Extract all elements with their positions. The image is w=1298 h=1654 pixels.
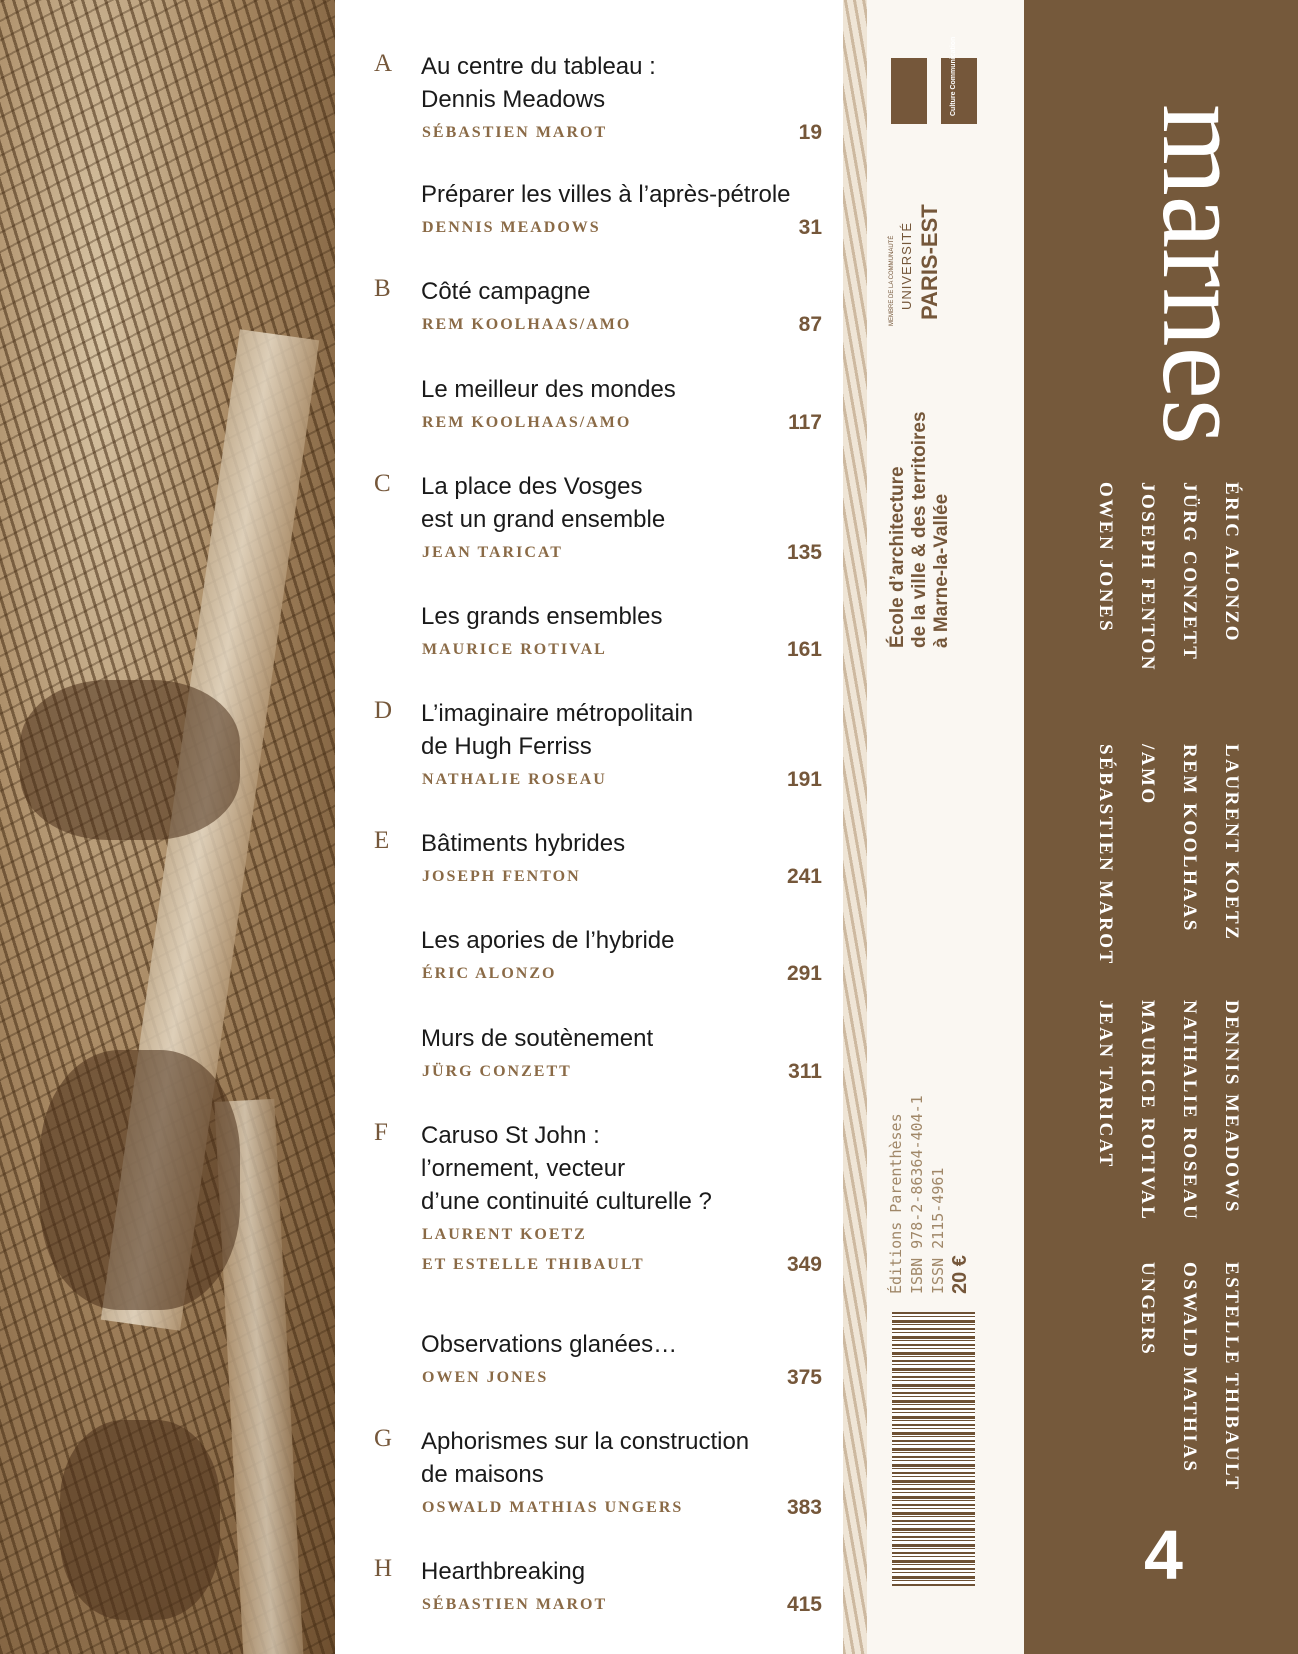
- entry-title: Préparer les villes à l’après-pétrole: [421, 181, 791, 208]
- photo-shadow: [40, 1050, 240, 1310]
- section-letter: C: [374, 470, 391, 497]
- names-group-4: [1126, 1262, 1252, 1492]
- publisher: Éditions Parenthèses: [887, 1113, 905, 1294]
- page-number: 135: [786, 541, 822, 564]
- entry-author: MAURICE ROTIVAL: [422, 641, 607, 658]
- contributor-name: OSWALD MATHIAS: [1179, 1262, 1200, 1474]
- isbn: ISBN 978-2-86364-404-1: [908, 1095, 926, 1294]
- entry-title: Hearthbreaking: [421, 1558, 586, 1585]
- entry-title: Caruso St John : l’ornement, vecteur d’une continuité culturelle ?: [421, 1122, 712, 1215]
- page-number: 375: [786, 1366, 822, 1389]
- page-number: 415: [786, 1593, 822, 1616]
- page-number: 383: [786, 1496, 822, 1519]
- entry-author: NATHALIE ROSEAU: [422, 771, 607, 788]
- entry-author: OWEN JONES: [422, 1369, 549, 1386]
- contributor-name: ÉRIC ALONZO: [1221, 482, 1242, 644]
- contributor-name: UNGERS: [1137, 1262, 1158, 1357]
- barcode: [892, 1312, 975, 1586]
- entry-author: JÜRG CONZETT: [422, 1063, 572, 1080]
- page-number: 291: [786, 962, 822, 985]
- magazine-title: marnes: [1138, 104, 1269, 445]
- contributor-name: DENNIS MEADOWS: [1221, 1000, 1242, 1214]
- entry-author: ÉRIC ALONZO: [422, 965, 557, 982]
- entry-author: REM KOOLHAAS/AMO: [422, 414, 632, 431]
- entry-author: REM KOOLHAAS/AMO: [422, 316, 632, 333]
- university-membership: MEMBRE DE LA COMMUNAUTÉ: [889, 235, 895, 326]
- contributor-name: JEAN TARICAT: [1095, 1000, 1116, 1169]
- entry-title: L’imaginaire métropolitain de Hugh Ferriss: [421, 700, 694, 760]
- names-group-1: [1084, 482, 1252, 672]
- photo-shadow: [20, 680, 240, 840]
- entry-author: SÉBASTIEN MAROT: [422, 1596, 608, 1613]
- section-letter: D: [374, 697, 393, 724]
- entry-title: Murs de soutènement: [421, 1025, 654, 1052]
- school-line-3: à Marne-la-Vallée: [931, 493, 952, 648]
- cover-panel: [1024, 0, 1298, 1654]
- contributor-name: REM KOOLHAAS: [1179, 744, 1200, 933]
- entry-title: Au centre du tableau : Dennis Meadows: [421, 53, 656, 113]
- entry-title: Le meilleur des mondes: [421, 376, 676, 403]
- photo-shadow: [60, 1420, 220, 1620]
- contributor-name: /AMO: [1137, 744, 1158, 806]
- table-of-contents: [335, 0, 843, 1654]
- contributor-name: JOSEPH FENTON: [1137, 482, 1158, 672]
- entry-title: Les apories de l’hybride: [421, 927, 675, 954]
- entry-title: Observations glanées…: [421, 1331, 678, 1358]
- spine-edge: [843, 0, 867, 1654]
- page-number: 311: [788, 1060, 822, 1083]
- cover-photo: [0, 0, 335, 1654]
- republique-logo: [891, 58, 927, 124]
- page-number: 19: [798, 121, 822, 144]
- section-letter: B: [374, 275, 391, 302]
- culture-logo-text: Culture Communication: [950, 36, 957, 116]
- entry-author: SÉBASTIEN MAROT: [422, 124, 608, 141]
- issn: ISSN 2115-4961: [929, 1167, 947, 1294]
- section-letter: F: [374, 1119, 388, 1146]
- contributor-name: NATHALIE ROSEAU: [1179, 1000, 1200, 1222]
- page-number: 117: [788, 411, 822, 434]
- entry-title: Côté campagne: [421, 278, 591, 305]
- university-name: PARIS-EST: [917, 204, 942, 320]
- contributor-name: MAURICE ROTIVAL: [1137, 1000, 1158, 1222]
- price: 20 €: [949, 1255, 971, 1294]
- section-letter: A: [374, 50, 393, 77]
- section-letter: H: [374, 1555, 393, 1582]
- names-group-2: [1084, 744, 1252, 966]
- page-number: 191: [786, 768, 822, 791]
- university-label: UNIVERSITÉ: [899, 221, 914, 310]
- page-number: 161: [786, 638, 822, 661]
- entry-author: LAURENT KOETZ ET ESTELLE THIBAULT: [422, 1226, 645, 1273]
- school-line-1: École d’architecture: [887, 466, 908, 648]
- section-letter: G: [374, 1425, 393, 1452]
- page-number: 31: [798, 216, 822, 239]
- section-letter: E: [374, 827, 390, 854]
- contributor-name: OWEN JONES: [1095, 482, 1116, 634]
- entry-author: DENNIS MEADOWS: [422, 219, 601, 236]
- contributor-name: JÜRG CONZETT: [1179, 482, 1200, 662]
- culture-logo: [941, 36, 977, 124]
- spine: [867, 0, 1024, 1654]
- page-number: 241: [786, 865, 822, 888]
- contributor-name: SÉBASTIEN MAROT: [1095, 744, 1116, 966]
- entry-title: Les grands ensembles: [421, 603, 663, 630]
- entry-author: JOSEPH FENTON: [422, 868, 581, 885]
- entry-author: JEAN TARICAT: [422, 544, 563, 561]
- entry-title: Bâtiments hybrides: [421, 830, 626, 857]
- issue-number: 4: [1144, 1516, 1183, 1594]
- contributor-name: ESTELLE THIBAULT: [1221, 1262, 1242, 1492]
- school-line-2: de la ville & des territoires: [909, 411, 930, 648]
- names-group-3: [1084, 1000, 1252, 1221]
- contributor-name: LAURENT KOETZ: [1221, 744, 1242, 942]
- entry-title: Aphorismes sur la construction de maisons: [421, 1428, 750, 1488]
- entry-title: La place des Vosges est un grand ensemble: [421, 473, 666, 533]
- page-number: 349: [786, 1253, 822, 1276]
- page-number: 87: [798, 313, 822, 336]
- entry-author: OSWALD MATHIAS UNGERS: [422, 1499, 684, 1516]
